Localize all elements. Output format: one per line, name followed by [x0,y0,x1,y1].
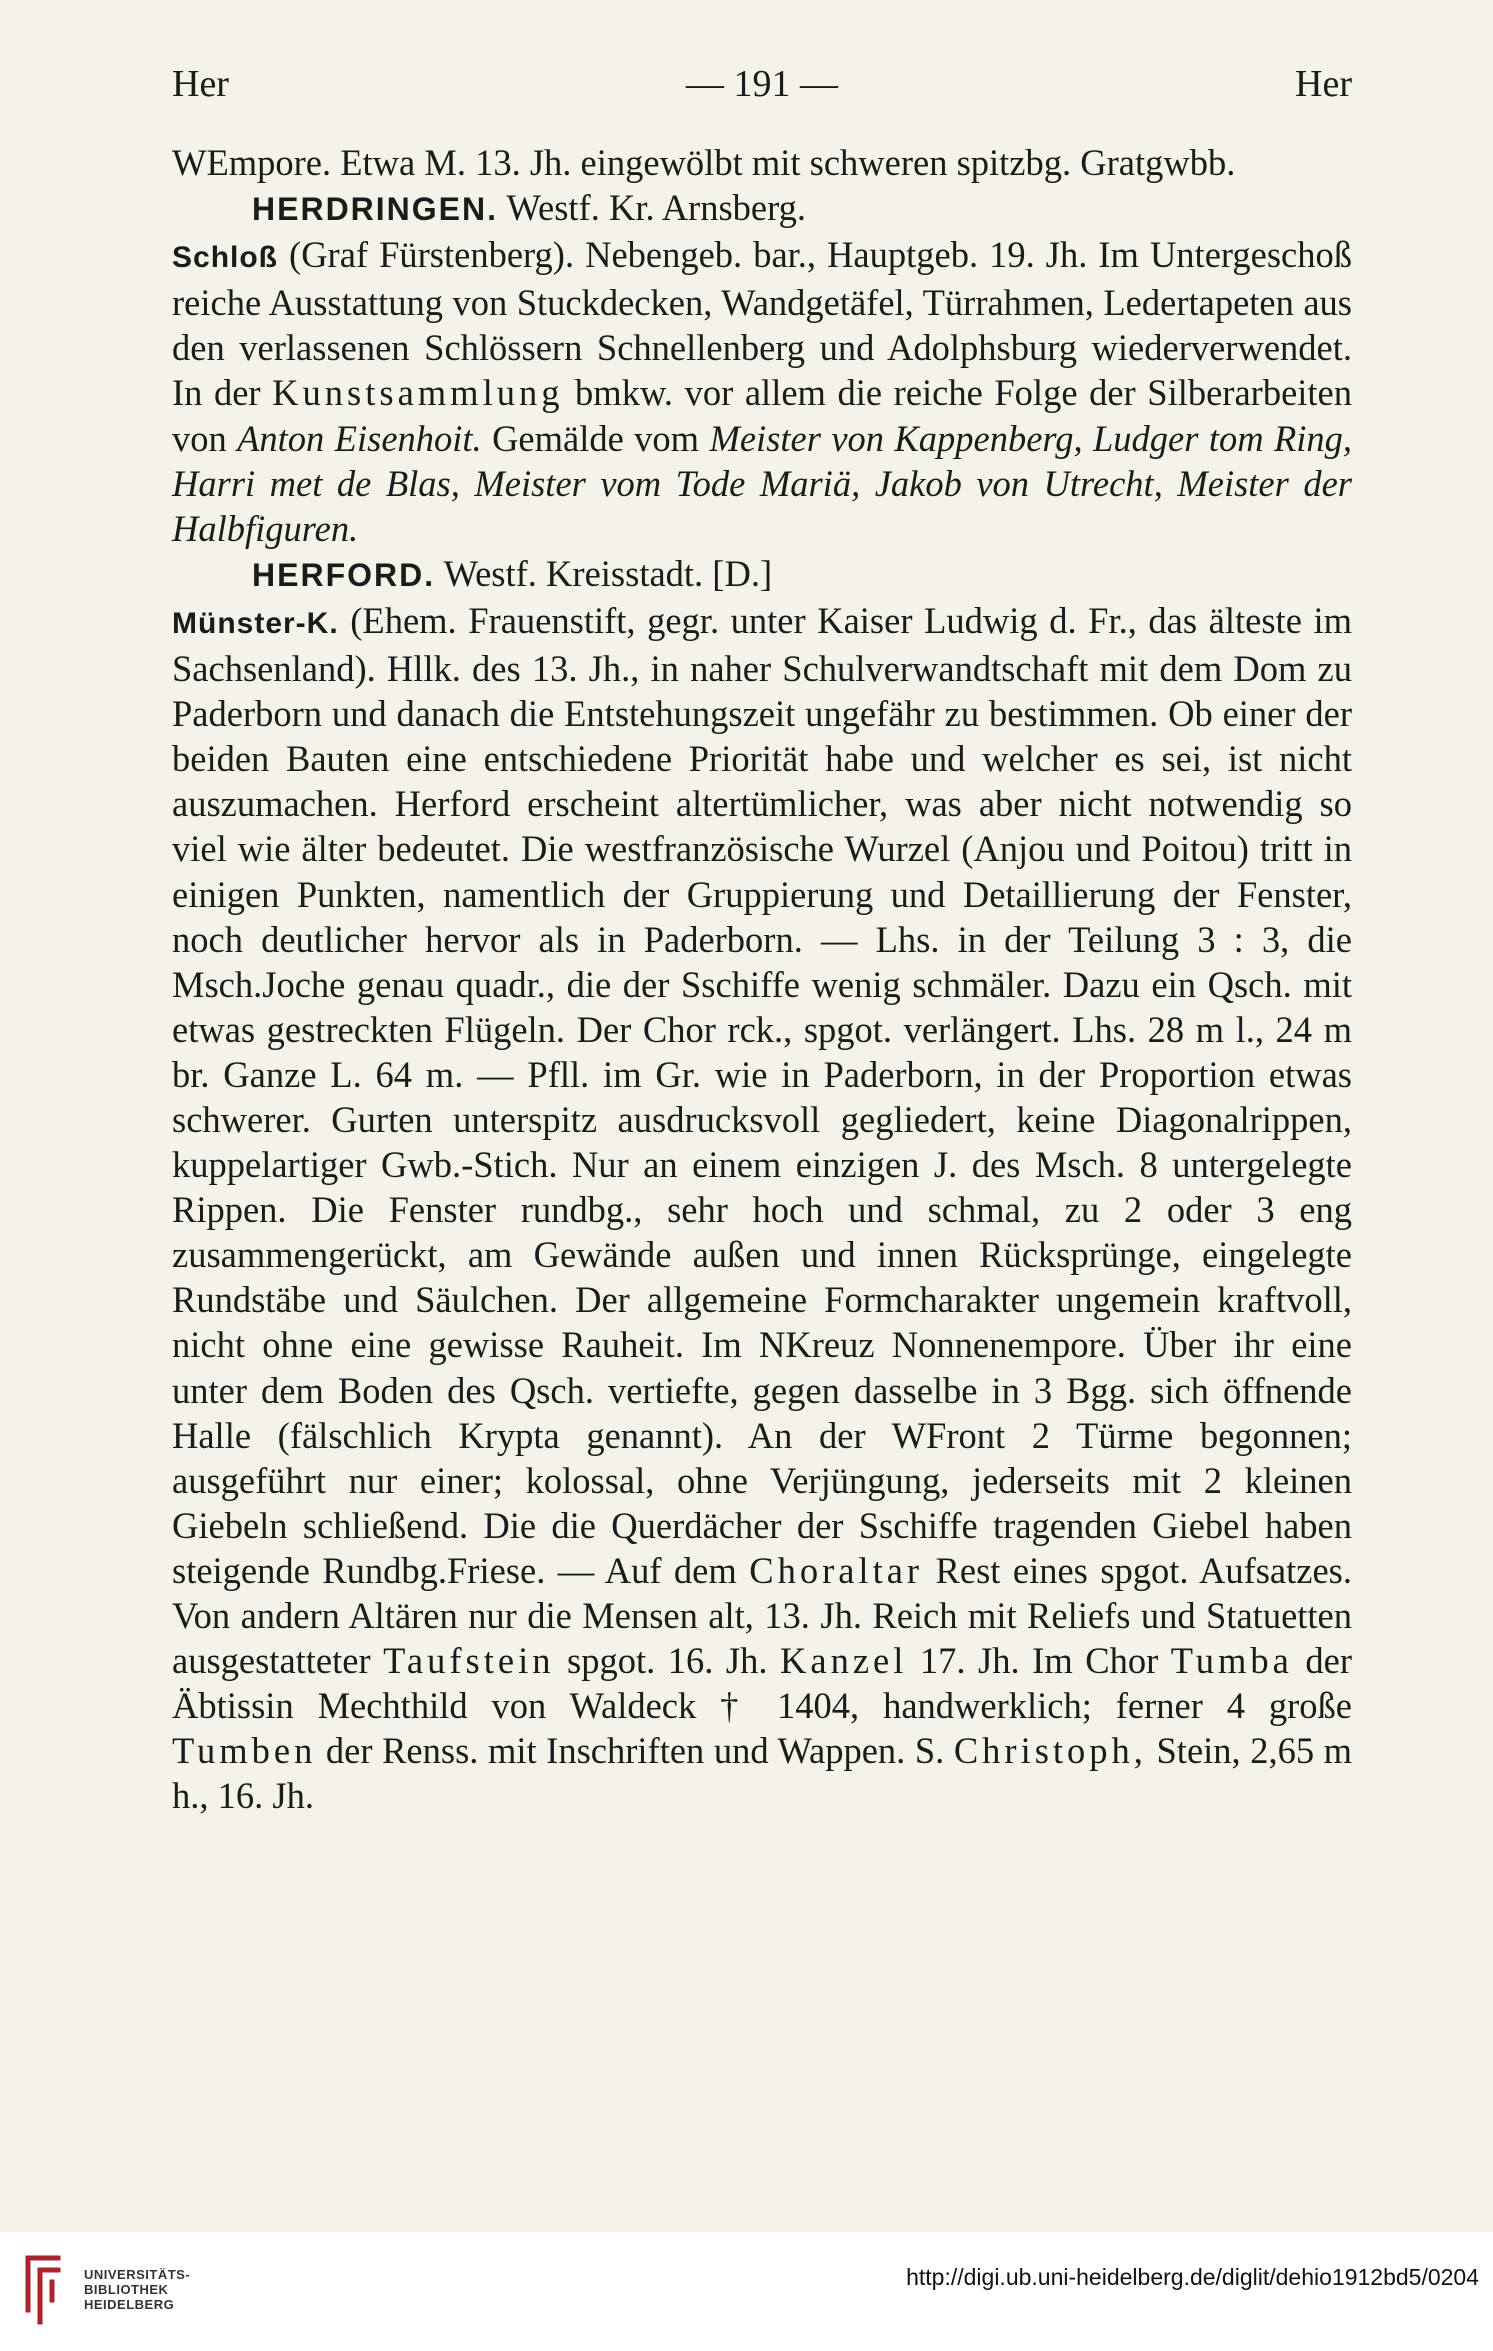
continuation-paragraph [172,140,1352,185]
artist-name: Meister der Halbfiguren. [172,462,1352,549]
spaced-term: Choraltar [749,1549,924,1591]
monument-label: Schloß [172,241,279,275]
spaced-term: Tumba [1170,1640,1293,1682]
entry-muenster [172,598,1352,1819]
spaced-term: Kanzel [780,1640,908,1682]
running-head-left: Her [172,63,229,105]
digitization-footer [0,2232,1493,2351]
entry-text: bmkw. vor allem die reiche Folge der Silberarbeiten von [172,372,1353,459]
library-name-line: BIBLIOTHEK [84,2282,169,2297]
place-region: Westf. Kr. Arnsberg. [506,187,806,229]
entry-schloss [172,232,1352,551]
library-name-line: UNIVERSITÄTS- [84,2267,191,2282]
spaced-term: Christoph, [953,1730,1147,1772]
spaced-term: Taufstein [383,1640,555,1682]
library-name-line: HEIDELBERG [84,2297,175,2312]
place-name: HERFORD. [252,556,436,593]
entry-text: (Ehem. Frauenstift, gegr. unter Kaiser Ludwig d. Fr., das älteste im Sachsenland). Hllk. des 13. Jh., in naher Schulverwandtschaft mit dem Dom zu Paderborn und danach die Entstehungszeit ungefähr zu bestimmen. Ob einer der beiden Bauten eine entschiedene Priorität habe und welcher es sei, ist nicht auszumachen. Herford erscheint altertümlicher, was aber nicht notwendig so viel wie älter bedeutet. Die westfranzösische Wurzel (Anjou und Poitou) tritt in einigen Punkten, namentlich der Gruppierung und Detaillierung der Fenster, noch deutlicher hervor als in Paderborn. — Lhs. in der Teilung 3 : 3, die Msch.Joche genau quadr., die der Sschiffe wenig schmäler. Dazu ein Qsch. mit etwas gestreckten Flügeln. Der Chor rck., spgot. verlängert. Lhs. 28 m l., 24 m br. Ganze L. 64 m. — Pfll. im Gr. wie in Paderborn, in der Proportion etwas schwerer. Gurten unterspitz ausdrucksvoll gegliedert, keine Diagonalrippen, kuppelartiger Gwb.-Stich. Nur an einem einzigen J. des Msch. 8 untergelegte Rippen. Die Fenster rundbg., sehr hoch und schmal, zu 2 oder 3 eng zusammengerückt, am Gewände außen und innen Rücksprünge, eingelegte Rundstäbe und Säulchen. Der allgemeine Formcharakter ungemein kraftvoll, nicht ohne eine gewisse Rauheit. Im NKreuz Nonnenempore. Über ihr eine unter dem Boden des Qsch. vertiefte, gegen dasselbe in 3 Bgg. sich öffnende Halle (fälschlich Krypta genannt). An der WFront 2 Türme begonnen; ausgeführt nur einer; kolossal, ohne Verjüngung, jederseits mit 2 kleinen Giebeln schließend. Die die Querdächer der Sschiffe tragenden Giebel haben steigende Rundbg.Friese. — Auf dem [172,599,1353,1591]
source-url-link[interactable]: http://digi.ub.uni-heidelberg.de/diglit/dehio1912bd5/0204 [906,2264,1479,2290]
entry-heading-herford [172,551,1352,598]
spaced-term: Kunstsammlung [272,372,564,414]
entry-heading-herdringen [172,185,1352,232]
place-name: HERDRINGEN. [252,191,499,228]
body-text [172,140,1352,1818]
entry-text: Rest eines spgot. Aufsatzes. Von andern Altären nur die Mensen alt, 13. Jh. Reich mit Reliefs und Statuetten ausgestatteter [172,1549,1353,1682]
entry-text: (Graf Fürstenberg). Nebengeb. bar., Hauptgeb. 19. Jh. Im Untergeschoß reiche Ausstattung von Stuckdecken, Wandgetäfel, Türrahmen, Ledertapeten aus den verlassenen Schlössern Schnellenberg und Adolphsburg wiederverwendet. In der [172,234,1352,414]
running-head [172,62,1352,112]
entry-text: spgot. 16. Jh. [567,1640,768,1682]
monument-label: Münster-K. [172,606,339,640]
running-head-right: Her [1295,63,1352,105]
artist-name: Anton Eisenhoit. [237,417,482,459]
artist-names: Meister von Kappenberg, Ludger tom Ring, Harri met de Blas, Meister vom Tode Mariä, Jakob von Utrecht, [172,417,1353,504]
entry-text: Gemälde vom [492,417,700,459]
text-line: Gratgwbb. [1080,142,1236,183]
entry-text: der Äbtissin Mechthild von Waldeck † 1404, handwerklich; ferner 4 große [172,1640,1353,1727]
text-line: WEmpore. Etwa M. 13. Jh. eingewölbt mit schweren spitzbg. [172,142,1072,183]
place-region: Westf. Kreisstadt. [D.] [443,552,773,594]
library-logo-icon [18,2250,66,2328]
entry-text: 17. Jh. Im Chor [919,1640,1159,1682]
entry-text: Stein, 2,65 m h., 16. Jh. [172,1730,1353,1817]
entry-text: der Renss. mit Inschriften und Wappen. S. [325,1730,945,1772]
spaced-term: Tumben [172,1730,317,1772]
library-name [84,2267,190,2312]
page-number: — 191 — [686,63,838,105]
